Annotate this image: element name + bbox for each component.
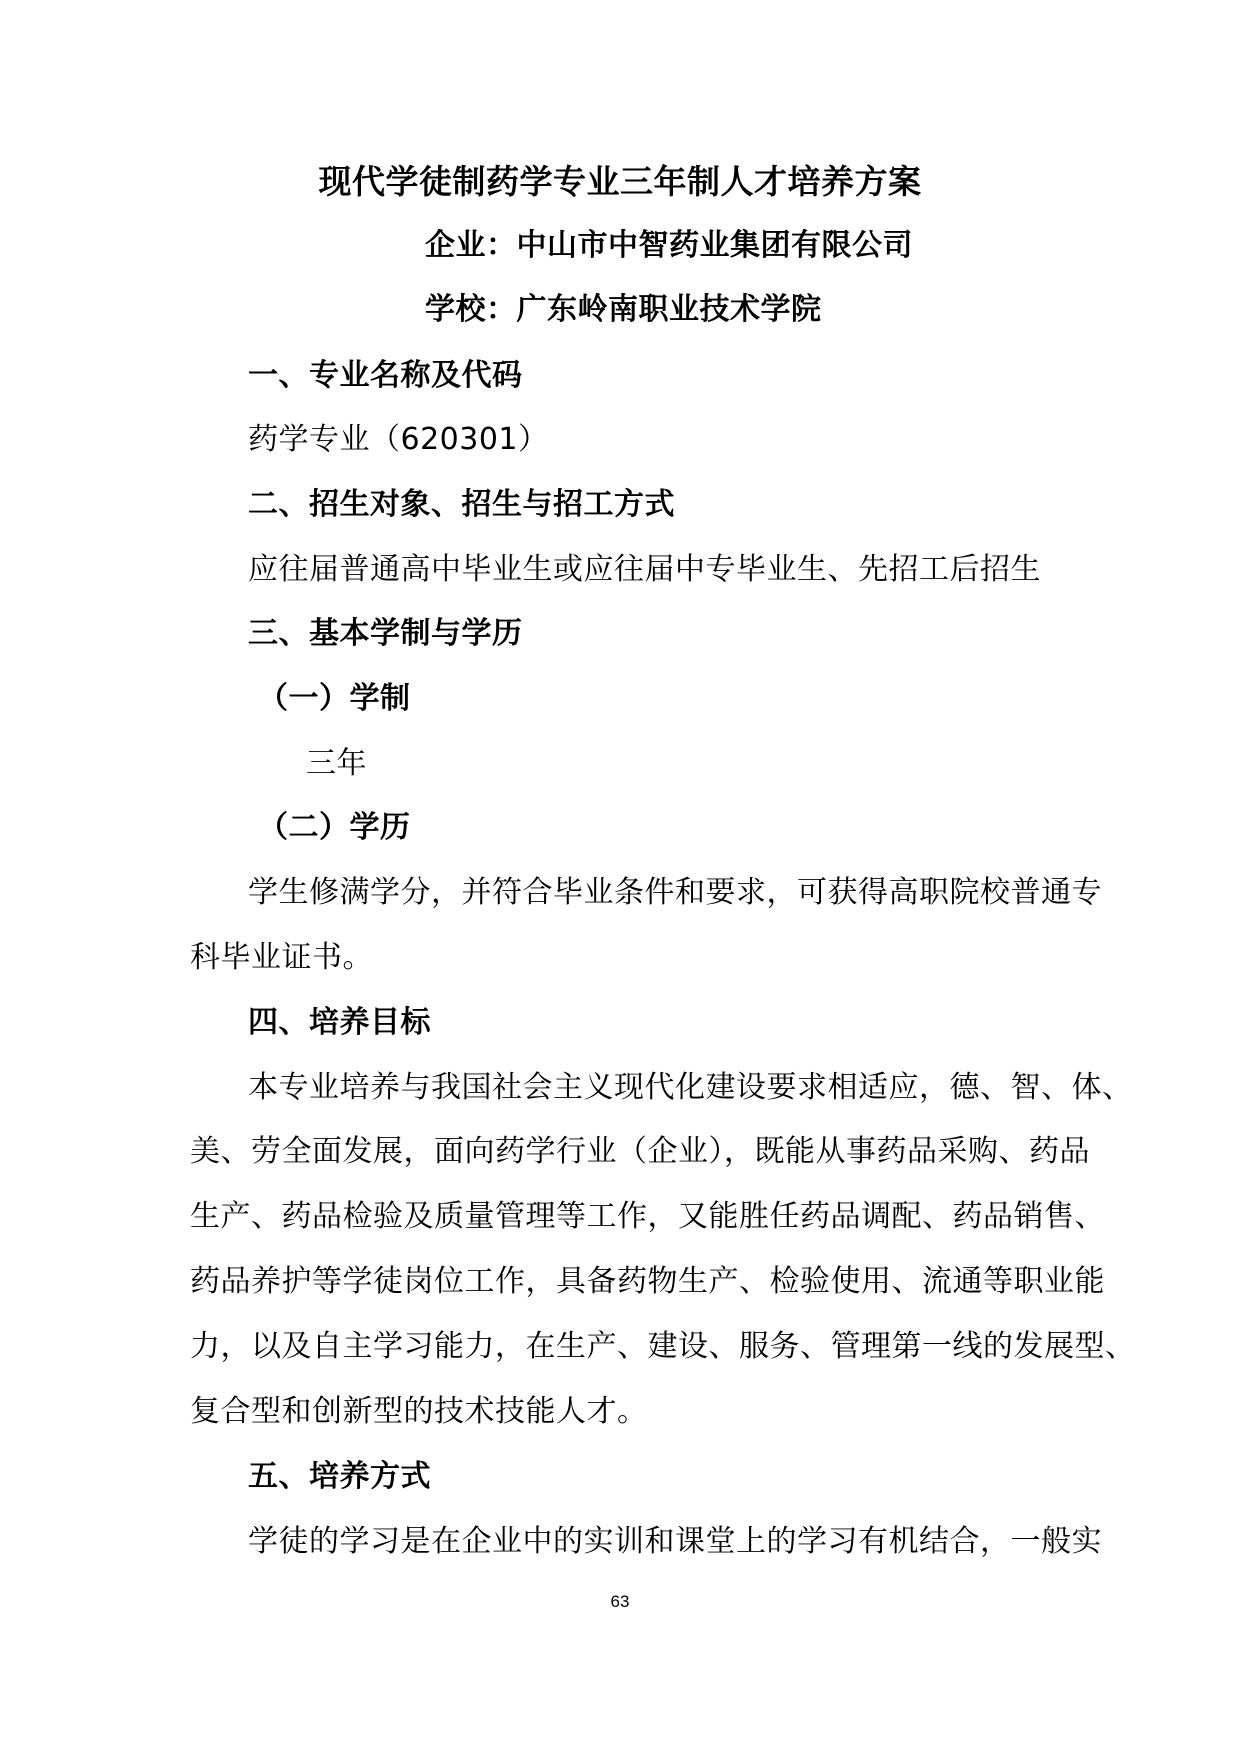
section-3-sub-1-heading: （一）学制 [258, 681, 411, 716]
section-3-heading: 三、基本学制与学历 [248, 616, 523, 651]
section-4-heading: 四、培养目标 [248, 1005, 431, 1040]
page-number: 63 [610, 1592, 630, 1611]
school-line: 学校：广东岭南职业技术学院 [425, 292, 822, 327]
section-1-text: 药学专业（620301） [248, 422, 549, 457]
section-3-sub-2-line: 学生修满学分，并符合毕业条件和要求，可获得高职院校普通专 [248, 875, 1102, 910]
section-4-line: 本专业培养与我国社会主义现代化建设要求相适应，德、智、体、 [248, 1070, 1133, 1105]
section-4-line: 复合型和创新型的技术技能人才。 [190, 1394, 648, 1429]
section-4-line: 力，以及自主学习能力，在生产、建设、服务、管理第一线的发展型、 [190, 1329, 1136, 1364]
section-5-line: 学徒的学习是在企业中的实训和课堂上的学习有机结合，一般实 [248, 1524, 1102, 1559]
section-2-text: 应往届普通高中毕业生或应往届中专毕业生、先招工后招生 [248, 552, 1041, 587]
section-1-heading: 一、专业名称及代码 [248, 358, 523, 393]
section-3-sub-1-text: 三年 [306, 746, 367, 781]
enterprise-line: 企业：中山市中智药业集团有限公司 [425, 228, 913, 263]
section-2-heading: 二、招生对象、招生与招工方式 [248, 487, 675, 522]
section-4-line: 生产、药品检验及质量管理等工作，又能胜任药品调配、药品销售、 [190, 1199, 1105, 1234]
section-3-sub-2-heading: （二）学历 [258, 810, 411, 845]
section-3-sub-2-line: 科毕业证书。 [190, 940, 373, 975]
section-4-line: 药品养护等学徒岗位工作，具备药物生产、检验使用、流通等职业能 [190, 1264, 1105, 1299]
section-4-line: 美、劳全面发展，面向药学行业（企业），既能从事药品采购、药品 [190, 1134, 1090, 1169]
section-5-heading: 五、培养方式 [248, 1459, 431, 1494]
document-title: 现代学徒制药学专业三年制人才培养方案 [318, 162, 922, 201]
